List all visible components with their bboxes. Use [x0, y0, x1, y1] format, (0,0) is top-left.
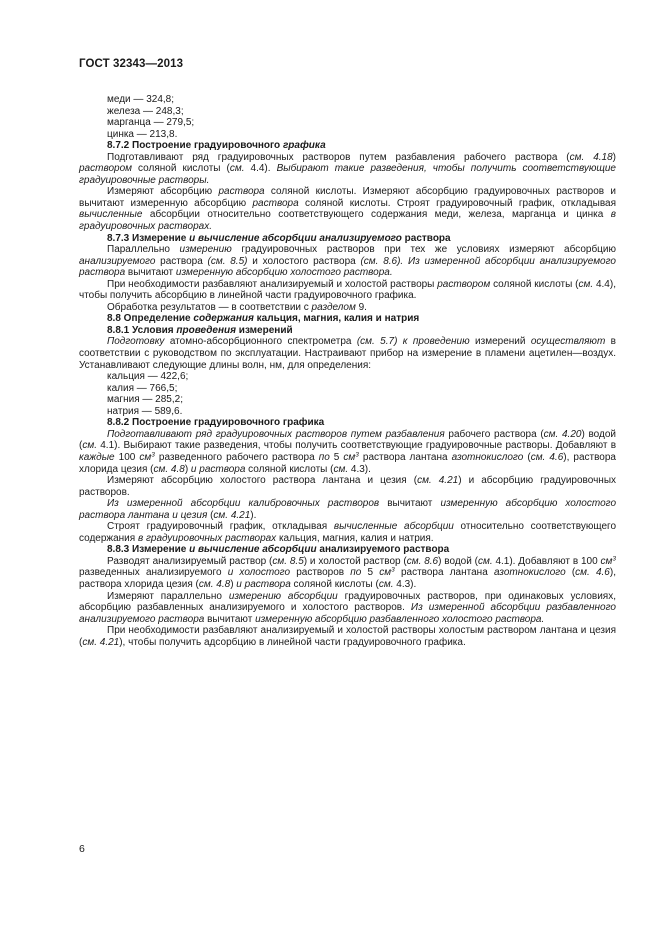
paragraph-6: Подготовку атомно-абсорбционного спектрометра (см. 5.7) к проведению измерений осуществляют в соответствии с руководством по эксплуатации. Настраивают прибор на измерение в пламени ацетилен—воздух. Устанавливают следующие длины волн, нм, для определения:	[79, 336, 616, 371]
paragraph-5: Обработка результатов — в соответствии с разделом 9.	[107, 301, 367, 313]
list-item-copper: меди — 324,8;	[107, 94, 174, 105]
document-header: ГОСТ 32343—2013	[79, 58, 184, 70]
paragraph-2: Измеряют абсорбцию раствора соляной кислоты. Измеряют абсорбцию градуировочных растворов и вычитают измеренную абсорбцию раствора соляной кислоты. Строят градуировочный график, откладывая вычисленные абсорбции относительно соответствующего содержания меди, железа, марганца и цинка в градуировочных растворах.	[79, 186, 616, 233]
section-heading-8-7-2: 8.7.2 Построение градуировочного графика	[107, 140, 326, 152]
list-item-manganese: марганца — 279,5;	[107, 117, 195, 129]
list-item-sodium: натрия — 589,6.	[107, 405, 183, 417]
paragraph-7: Подготавливают ряд градуировочных растворов путем разбавления рабочего раствора (см. 4.20) водой (см. 4.1). Выбирают такие разведения, чтобы получить соответствующие градуировочные растворы. Добавляют в каждые 100 $см^3$ разведенного рабочего раствора по 5 $см^3$ раствора лантана азотнокислого (см. 4.6), раствора хлорида цезия (см. 4.8) и раствора соляной кислоты (см. 4.3).	[79, 428, 616, 475]
list-item-calcium: кальция — 422,6;	[107, 371, 189, 383]
paragraph-4: При необходимости разбавляют анализируемый и холостой растворы раствором соляной кислоты (см. 4.4), чтобы получить абсорбцию в линейной части градуировочного графика.	[79, 278, 616, 302]
paragraph-11: Разводят анализируемый раствор (см. 8.5) и холостой раствор (см. 8.6) водой (см. 4.1). Добавляют в 100 $см^3$ разведенных анализируемого и холостого растворов по 5 $см^3$ раствора лантана азотнокислого (см. 4.6), раствора хлорида цезия (см. 4.8) и раствора соляной кислоты (см. 4.3).	[79, 555, 616, 590]
section-heading-8-8-2: 8.8.2 Построение градуировочного графика	[107, 417, 325, 429]
list-item-magnesium: магния — 285,2;	[107, 394, 183, 406]
paragraph-12: Измеряют параллельно измерению абсорбции градуировочных растворов, при одинаковых условиях, абсорбцию разбавленных анализируемого и холостого растворов. Из измеренной абсорбции разбавленного анализируемого раствора вычитают измеренную абсорбцию разбавленного холостого раствора.	[79, 590, 616, 625]
list-item-potassium: калия — 766,5;	[107, 382, 178, 394]
paragraph-3: Параллельно измерению градуировочных растворов при тех же условиях измеряют абсорбцию анализируемого раствора (см. 8.5) и холостого раствора (см. 8.6). Из измеренной абсорбции анализируемого раствора вычитают измеренную абсорбцию холостого раствора.	[79, 244, 616, 279]
section-heading-8-7-3: 8.7.3 Измерение и вычисление абсорбции анализируемого раствора	[107, 232, 451, 244]
paragraph-1: Подготавливают ряд градуировочных растворов путем разбавления рабочего раствора (см. 4.18) раствором соляной кислоты (см. 4.4). Выбирают такие разведения, чтобы получить соответствующие градуировочные растворы.	[79, 151, 617, 186]
section-heading-8-8-1: 8.8.1 Условия проведения измерений	[107, 324, 293, 336]
section-heading-8-8-3: 8.8.3 Измерение и вычисление абсорбции анализируемого раствора	[107, 544, 450, 556]
paragraph-13: При необходимости разбавляют анализируемый и холостой растворы холостым раствором лантана и цезия (см. 4.21), чтобы получить адсорбцию в линейной части градуировочного графика.	[79, 625, 616, 648]
section-heading-8-8: 8.8 Определение содержания кальция, магния, калия и натрия	[107, 313, 420, 325]
list-item-iron: железа — 248,3;	[107, 105, 184, 117]
paragraph-9: Из измеренной абсорбции калибровочных растворов вычитают измеренную абсорбцию холостого раствора лантана и цезия (см. 4.21).	[79, 498, 617, 521]
paragraph-8: Измеряют абсорбцию холостого раствора лантана и цезия (см. 4.21) и абсорбцию градуировочных растворов.	[79, 475, 617, 498]
page-number: 6	[79, 843, 85, 855]
document-body	[79, 94, 616, 648]
paragraph-10: Строят градуировочный график, откладывая вычисленные абсорбции относительно соответствующего содержания в градуировочных растворах кальция, магния, калия и натрия.	[79, 521, 617, 544]
list-item-zinc: цинка — 213,8.	[107, 128, 178, 140]
